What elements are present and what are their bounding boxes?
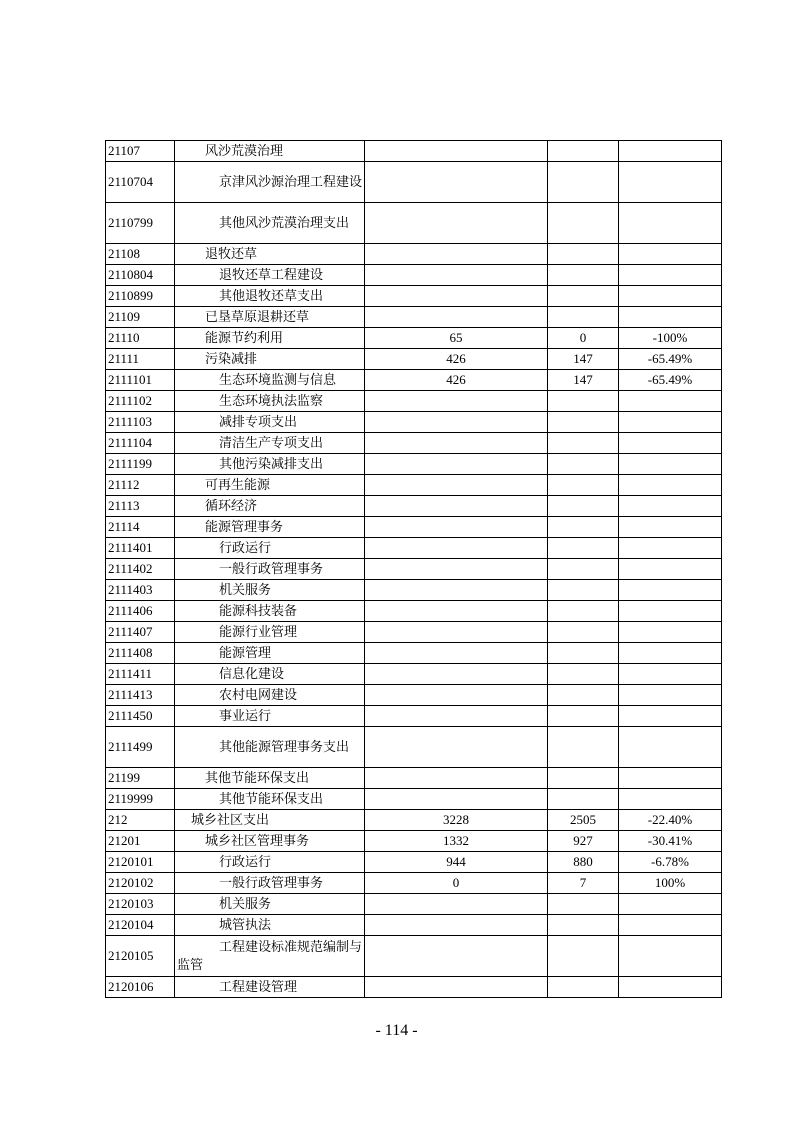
row-name-cell [175,915,365,936]
row-name-cell [175,433,365,454]
row-code: 2111413 [106,685,175,706]
row-code: 2111104 [106,433,175,454]
row-value-b [548,915,619,936]
row-value-a [365,538,548,559]
row-value-a [365,664,548,685]
row-name: 农村电网建设 [219,687,298,702]
table-row [106,307,722,328]
table-row [106,203,722,244]
row-name: 能源节约利用 [205,330,284,345]
row-value-b [548,894,619,915]
row-value-c: -65.49% [619,370,722,391]
row-value-a [365,307,548,328]
row-name: 能源行业管理 [219,624,298,639]
row-value-c: -65.49% [619,349,722,370]
row-name-cell [175,727,365,768]
row-name-cell [175,768,365,789]
row-value-c [619,706,722,727]
row-value-c [619,894,722,915]
row-name: 其他退牧还草支出 [219,288,324,303]
row-name: 一般行政管理事务 [219,561,324,576]
row-name: 生态环境监测与信息 [219,372,337,387]
row-value-c [619,664,722,685]
table-row [106,643,722,664]
row-code: 21199 [106,768,175,789]
row-code: 2111101 [106,370,175,391]
table-row [106,727,722,768]
row-value-b [548,307,619,328]
row-code: 21109 [106,307,175,328]
table-row [106,873,722,894]
row-name: 信息化建设 [219,666,285,681]
table-row [106,141,722,162]
row-value-c: -30.41% [619,831,722,852]
row-value-a: 65 [365,328,548,349]
row-value-b [548,496,619,517]
row-name: 能源管理事务 [205,519,284,534]
row-name: 清洁生产专项支出 [219,435,324,450]
table-row [106,559,722,580]
row-value-c: -6.78% [619,852,722,873]
page-number: - 114 - [375,1022,418,1039]
row-value-b: 2505 [548,810,619,831]
row-value-a [365,141,548,162]
row-code: 2120101 [106,852,175,873]
table-row [106,831,722,852]
row-value-b [548,265,619,286]
row-value-a [365,601,548,622]
table-row [106,664,722,685]
row-name-cell [175,789,365,810]
row-name: 能源管理 [219,645,272,660]
row-name-cell [175,643,365,664]
row-value-c [619,977,722,998]
row-value-a: 426 [365,349,548,370]
row-code: 2111407 [106,622,175,643]
row-name-cell [175,622,365,643]
row-value-b [548,517,619,538]
row-name-cell [175,265,365,286]
row-value-c [619,936,722,977]
row-value-c [619,517,722,538]
row-name-cell [175,349,365,370]
table-row [106,538,722,559]
row-value-b [548,538,619,559]
row-value-c [619,162,722,203]
row-value-b [548,203,619,244]
row-name: 行政运行 [219,540,272,555]
row-value-c: 100% [619,873,722,894]
row-name-cell [175,538,365,559]
row-value-b [548,664,619,685]
row-value-b [548,685,619,706]
row-name: 已垦草原退耕还草 [205,309,310,324]
row-name-cell [175,307,365,328]
row-name: 风沙荒漠治理 [205,143,284,158]
row-code: 2111499 [106,727,175,768]
row-value-c [619,454,722,475]
row-value-b [548,454,619,475]
row-name: 工程建设管理 [219,979,298,994]
table-body [106,141,722,998]
row-value-c: -100% [619,328,722,349]
table-row [106,768,722,789]
row-value-c [619,307,722,328]
row-name: 退牧还草 [205,246,258,261]
table-row [106,936,722,977]
row-name: 工程建设标准规范编制与监管 [177,939,363,972]
row-name: 城管执法 [219,917,272,932]
table-row [106,433,722,454]
row-value-c [619,412,722,433]
row-value-a [365,643,548,664]
row-name-cell [175,475,365,496]
table-row [106,475,722,496]
row-code: 21201 [106,831,175,852]
row-name-cell [175,517,365,538]
row-value-c [619,789,722,810]
row-code: 2111406 [106,601,175,622]
row-value-b [548,643,619,664]
row-value-b [548,936,619,977]
row-value-b [548,977,619,998]
row-code: 2111450 [106,706,175,727]
table-row [106,265,722,286]
table-row [106,244,722,265]
row-value-a [365,391,548,412]
row-value-a [365,517,548,538]
row-name: 减排专项支出 [219,414,298,429]
row-code: 2120103 [106,894,175,915]
row-value-b [548,768,619,789]
row-value-b [548,286,619,307]
row-value-c [619,496,722,517]
row-name-cell [175,580,365,601]
table-row [106,517,722,538]
row-value-c [619,286,722,307]
row-code: 2110804 [106,265,175,286]
row-code: 21107 [106,141,175,162]
row-name: 其他节能环保支出 [205,770,310,785]
table-row [106,685,722,706]
row-name: 退牧还草工程建设 [219,267,324,282]
row-value-b [548,141,619,162]
row-value-b [548,433,619,454]
row-value-c [619,915,722,936]
table-row [106,286,722,307]
row-value-a [365,727,548,768]
row-value-b: 0 [548,328,619,349]
row-name: 机关服务 [219,896,272,911]
row-name-cell [175,244,365,265]
row-code: 21108 [106,244,175,265]
row-value-b [548,622,619,643]
row-name: 其他污染减排支出 [219,456,324,471]
row-value-a [365,768,548,789]
row-value-b: 7 [548,873,619,894]
row-code: 21111 [106,349,175,370]
row-value-b [548,727,619,768]
row-value-b [548,391,619,412]
row-value-b: 880 [548,852,619,873]
row-value-b [548,475,619,496]
row-value-b: 147 [548,349,619,370]
row-value-b [548,601,619,622]
row-value-b: 927 [548,831,619,852]
row-code: 2111408 [106,643,175,664]
row-name-cell [175,559,365,580]
row-name: 其他能源管理事务支出 [219,739,350,754]
row-value-a [365,622,548,643]
row-value-a [365,559,548,580]
row-value-a [365,685,548,706]
row-name-cell [175,496,365,517]
row-name-cell [175,391,365,412]
row-name: 其他风沙荒漠治理支出 [219,215,350,230]
row-name: 能源科技装备 [219,603,298,618]
row-value-c [619,601,722,622]
row-value-a: 944 [365,852,548,873]
row-value-c [619,538,722,559]
table-row [106,162,722,203]
row-name-cell [175,601,365,622]
table-row [106,328,722,349]
row-value-a: 426 [365,370,548,391]
table-row [106,622,722,643]
row-code: 21110 [106,328,175,349]
table-row [106,496,722,517]
row-value-a [365,162,548,203]
row-value-a: 1332 [365,831,548,852]
row-value-c [619,391,722,412]
row-name-cell [175,412,365,433]
row-value-a: 0 [365,873,548,894]
row-name-cell [175,203,365,244]
table-row [106,810,722,831]
row-value-a [365,706,548,727]
row-value-c [619,727,722,768]
row-name: 可再生能源 [205,477,271,492]
table-row [106,706,722,727]
row-value-c [619,244,722,265]
row-code: 21112 [106,475,175,496]
row-name: 循环经济 [205,498,258,513]
row-name-cell [175,685,365,706]
row-name-cell [175,664,365,685]
budget-table [105,140,722,998]
row-name: 事业运行 [219,708,272,723]
row-value-a [365,286,548,307]
row-value-c [619,685,722,706]
row-code: 2111403 [106,580,175,601]
row-code: 2111102 [106,391,175,412]
row-code: 2120105 [106,936,175,977]
table-row [106,789,722,810]
row-code: 2110899 [106,286,175,307]
row-value-b [548,580,619,601]
row-value-b [548,244,619,265]
table-row [106,915,722,936]
row-code: 21113 [106,496,175,517]
row-name: 行政运行 [219,854,272,869]
row-code: 212 [106,810,175,831]
row-name-cell [175,141,365,162]
table-row [106,580,722,601]
row-value-a [365,475,548,496]
row-value-a [365,580,548,601]
row-code: 2120106 [106,977,175,998]
row-name-cell [175,894,365,915]
row-value-c [619,768,722,789]
row-code: 21114 [106,517,175,538]
row-value-c [619,580,722,601]
table-row [106,852,722,873]
row-value-b [548,559,619,580]
row-value-c [619,622,722,643]
row-name: 京津风沙源治理工程建设 [219,174,363,189]
row-value-c [619,141,722,162]
row-name-cell [175,286,365,307]
row-name-cell [175,162,365,203]
row-name-cell [175,936,365,977]
row-value-b [548,789,619,810]
row-code: 2120102 [106,873,175,894]
table-row [106,391,722,412]
row-name: 机关服务 [219,582,272,597]
row-value-a [365,496,548,517]
row-code: 2120104 [106,915,175,936]
row-name-cell [175,873,365,894]
row-value-b: 147 [548,370,619,391]
row-value-c [619,559,722,580]
row-code: 2111199 [106,454,175,475]
row-value-a [365,789,548,810]
row-value-a: 3228 [365,810,548,831]
row-value-b [548,412,619,433]
row-name-cell [175,328,365,349]
row-code: 2111402 [106,559,175,580]
table-row [106,454,722,475]
row-value-b [548,162,619,203]
row-name: 生态环境执法监察 [219,393,324,408]
row-code: 2111103 [106,412,175,433]
table-row [106,370,722,391]
row-value-a [365,894,548,915]
table-row [106,412,722,433]
row-code: 2111411 [106,664,175,685]
table-row [106,977,722,998]
row-value-b [548,706,619,727]
row-name: 其他节能环保支出 [219,791,324,806]
row-code: 2119999 [106,789,175,810]
row-code: 2110799 [106,203,175,244]
row-value-a [365,265,548,286]
row-name-cell [175,977,365,998]
row-value-c [619,203,722,244]
row-name-cell [175,852,365,873]
row-value-c [619,643,722,664]
row-name-cell [175,370,365,391]
row-name-cell [175,454,365,475]
row-code: 2110704 [106,162,175,203]
row-name-cell [175,831,365,852]
row-value-c [619,475,722,496]
row-value-a [365,977,548,998]
row-value-a [365,936,548,977]
row-value-a [365,915,548,936]
row-value-a [365,412,548,433]
row-name: 一般行政管理事务 [219,875,324,890]
row-value-a [365,454,548,475]
row-value-c [619,433,722,454]
row-code: 2111401 [106,538,175,559]
row-value-c [619,265,722,286]
row-name: 城乡社区管理事务 [205,833,310,848]
row-name: 城乡社区支出 [191,812,270,827]
row-value-a [365,433,548,454]
table-row [106,601,722,622]
row-value-c: -22.40% [619,810,722,831]
row-value-a [365,203,548,244]
row-value-a [365,244,548,265]
table-row [106,349,722,370]
row-name: 污染减排 [205,351,258,366]
row-name-cell [175,810,365,831]
table-row [106,894,722,915]
row-name-cell [175,706,365,727]
